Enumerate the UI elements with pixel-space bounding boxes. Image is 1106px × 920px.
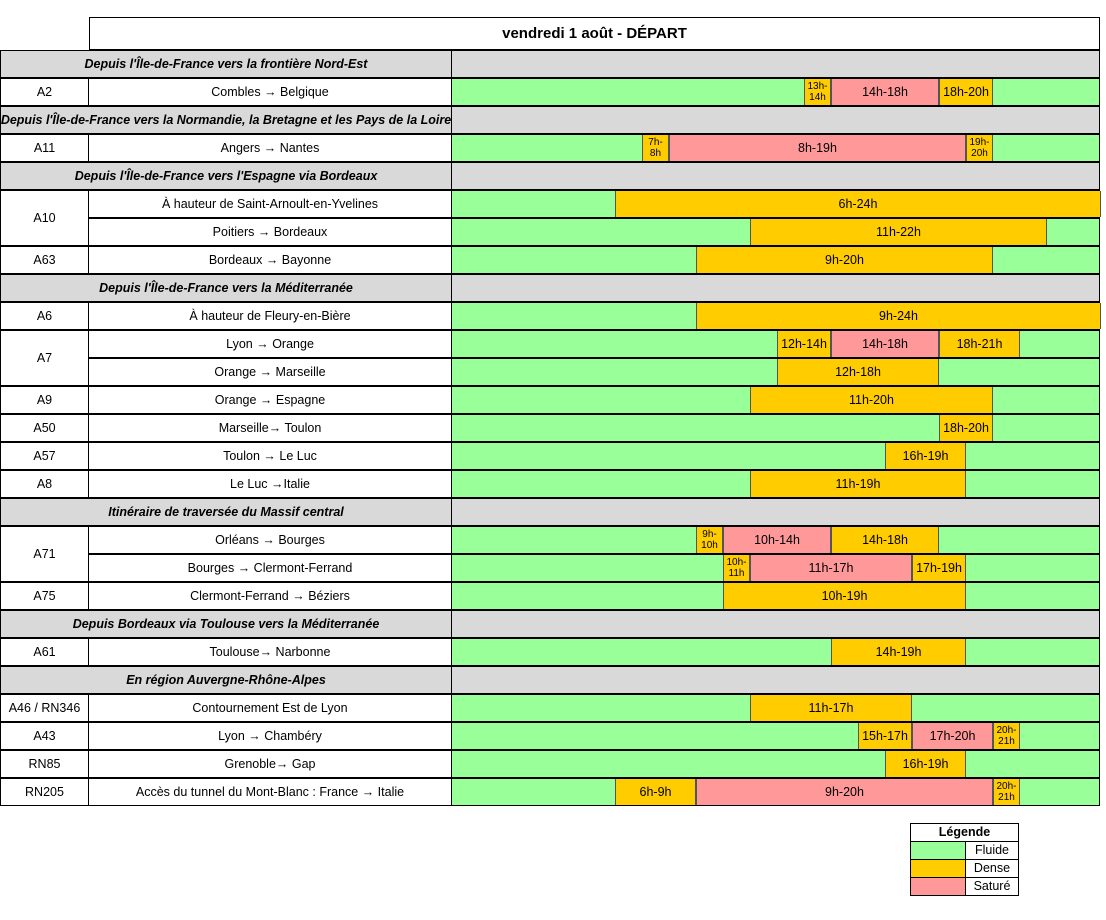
timeline-bar <box>452 554 1100 582</box>
traffic-block-dense <box>993 779 1020 805</box>
timeline-bar <box>452 414 1100 442</box>
segment-label: Toulouse→ Narbonne <box>89 638 452 666</box>
table-row <box>0 302 1100 330</box>
timeline-bar <box>452 134 1100 162</box>
timeline-bar <box>452 582 1100 610</box>
traffic-block-dense: 12h-18h <box>777 359 939 385</box>
table-row <box>0 134 1100 162</box>
traffic-block-sature: 9h-20h <box>696 779 993 805</box>
traffic-block-label: 7h- 8h <box>648 137 663 159</box>
section-row <box>0 106 1100 134</box>
traffic-block-dense <box>723 555 750 581</box>
table-row <box>0 218 1100 246</box>
segment-label: Accès du tunnel du Mont-Blanc : France → Italie <box>89 778 452 806</box>
section-title: Depuis l'Île-de-France vers la Méditerranée <box>0 274 452 302</box>
timeline-bar <box>452 722 1100 750</box>
traffic-block-sature: 14h-18h <box>831 331 939 357</box>
legend-label-fluide: Fluide <box>974 843 1010 857</box>
section-fill <box>452 274 1100 302</box>
section-title: En région Auvergne-Rhône-Alpes <box>0 666 452 694</box>
section-title: Depuis l'Île-de-France vers la frontière Nord-Est <box>0 50 452 78</box>
timeline-bar <box>452 442 1100 470</box>
traffic-block-dense: 18h-20h <box>939 79 993 105</box>
legend-label-dense: Dense <box>973 861 1011 875</box>
traffic-block-dense: 17h-19h <box>912 555 966 581</box>
section-title: Depuis l'Île-de-France vers la Normandie, la Bretagne et les Pays de la Loire <box>0 106 452 134</box>
table-row <box>0 414 1100 442</box>
traffic-block-dense: 12h-14h <box>777 331 831 357</box>
segment-label: Bourges → Clermont-Ferrand <box>89 554 452 582</box>
section-fill <box>452 610 1100 638</box>
section-fill <box>452 106 1100 134</box>
section-title: Depuis Bordeaux via Toulouse vers la Méditerranée <box>0 610 452 638</box>
road-label: RN85 <box>0 750 89 778</box>
traffic-block-dense: 11h-19h <box>750 471 966 497</box>
segment-label: Orléans → Bourges <box>89 526 452 554</box>
timeline-bar <box>452 190 1100 218</box>
section-fill <box>452 50 1100 78</box>
segment-label: Angers → Nantes <box>89 134 452 162</box>
table-row <box>0 246 1100 274</box>
section-row <box>0 162 1100 190</box>
segment-label: Contournement Est de Lyon <box>89 694 452 722</box>
timeline-bar <box>452 302 1100 330</box>
timeline-bar <box>452 330 1100 358</box>
table-row <box>0 330 1100 358</box>
timeline-bar <box>452 694 1100 722</box>
traffic-block-dense: 11h-22h <box>750 219 1047 245</box>
legend-swatch-dense <box>911 860 966 877</box>
table-row <box>0 582 1100 610</box>
timeline-bar <box>452 246 1100 274</box>
road-label: A43 <box>0 722 89 750</box>
traffic-block-dense: 14h-18h <box>831 527 939 553</box>
table-row <box>0 778 1100 806</box>
table-row <box>0 358 1100 386</box>
table-row <box>0 638 1100 666</box>
road-label: A71 <box>0 526 89 582</box>
section-row <box>0 610 1100 638</box>
traffic-block-dense: 11h-20h <box>750 387 993 413</box>
timeline-bar <box>452 526 1100 554</box>
table-row <box>0 442 1100 470</box>
road-label: A63 <box>0 246 89 274</box>
section-row <box>0 498 1100 526</box>
segment-label: Clermont-Ferrand → Béziers <box>89 582 452 610</box>
legend-label-sature: Saturé <box>973 879 1011 893</box>
road-label: A46 / RN346 <box>0 694 89 722</box>
traffic-block-dense: 9h-20h <box>696 247 993 273</box>
legend-title: Légende <box>911 824 1018 842</box>
segment-label: Combles → Belgique <box>89 78 452 106</box>
traffic-block-sature: 14h-18h <box>831 79 939 105</box>
road-label: RN205 <box>0 778 89 806</box>
road-label: A61 <box>0 638 89 666</box>
timeline-bar <box>452 470 1100 498</box>
section-title: Depuis l'Île-de-France vers l'Espagne via Bordeaux <box>0 162 452 190</box>
traffic-block-dense: 16h-19h <box>885 443 966 469</box>
traffic-block-dense: 10h-19h <box>723 583 966 609</box>
legend-swatch-fluide <box>911 842 966 859</box>
road-label: A9 <box>0 386 89 414</box>
segment-label: Poitiers → Bordeaux <box>89 218 452 246</box>
traffic-block-label: 10h- 11h <box>726 557 747 579</box>
traffic-block-dense: 9h-24h <box>696 303 1101 329</box>
traffic-block-dense <box>696 527 723 553</box>
timeline-bar <box>452 358 1100 386</box>
road-label: A75 <box>0 582 89 610</box>
segment-label: Marseille→ Toulon <box>89 414 452 442</box>
traffic-block-sature: 17h-20h <box>912 723 993 749</box>
table-row <box>0 190 1100 218</box>
table-row <box>0 386 1100 414</box>
road-label: A7 <box>0 330 89 386</box>
segment-label: Lyon → Chambéry <box>89 722 452 750</box>
section-title: Itinéraire de traversée du Massif central <box>0 498 452 526</box>
traffic-block-sature: 8h-19h <box>669 135 966 161</box>
section-fill <box>452 666 1100 694</box>
segment-label: Le Luc →Italie <box>89 470 452 498</box>
section-row <box>0 274 1100 302</box>
traffic-block-dense: 16h-19h <box>885 751 966 777</box>
traffic-block-dense <box>642 135 669 161</box>
traffic-block-dense: 18h-20h <box>939 415 993 441</box>
table-row <box>0 750 1100 778</box>
page-title: vendredi 1 août - DÉPART <box>89 17 1100 50</box>
timeline-bar <box>452 750 1100 778</box>
table-row <box>0 694 1100 722</box>
traffic-block-dense <box>966 135 993 161</box>
traffic-block-label: 20h- 21h <box>996 725 1017 747</box>
table-row <box>0 722 1100 750</box>
section-fill <box>452 162 1100 190</box>
timeline-bar <box>452 218 1100 246</box>
road-label: A57 <box>0 442 89 470</box>
segment-label: Toulon → Le Luc <box>89 442 452 470</box>
traffic-block-dense: 6h-24h <box>615 191 1101 217</box>
section-row <box>0 666 1100 694</box>
section-row <box>0 50 1100 78</box>
traffic-block-dense: 6h-9h <box>615 779 696 805</box>
table-row <box>0 470 1100 498</box>
table-row <box>0 78 1100 106</box>
section-fill <box>452 498 1100 526</box>
traffic-block-dense <box>804 79 831 105</box>
legend <box>910 823 1019 896</box>
timeline-bar <box>452 638 1100 666</box>
traffic-block-label: 13h- 14h <box>807 81 828 103</box>
road-label: A10 <box>0 190 89 246</box>
legend-item-sature <box>911 878 1018 895</box>
table-row <box>0 526 1100 554</box>
traffic-block-dense: 14h-19h <box>831 639 966 665</box>
traffic-block-label: 19h- 20h <box>969 137 990 159</box>
segment-label: Lyon → Orange <box>89 330 452 358</box>
traffic-block-dense: 15h-17h <box>858 723 912 749</box>
traffic-block-label: 9h- 10h <box>701 529 718 551</box>
legend-swatch-sature <box>911 878 966 895</box>
traffic-block-sature: 11h-17h <box>750 555 912 581</box>
segment-label: Grenoble→ Gap <box>89 750 452 778</box>
segment-label: À hauteur de Fleury-en-Bière <box>89 302 452 330</box>
traffic-block-dense: 11h-17h <box>750 695 912 721</box>
road-label: A11 <box>0 134 89 162</box>
segment-label: À hauteur de Saint-Arnoult-en-Yvelines <box>89 190 452 218</box>
segment-label: Orange → Espagne <box>89 386 452 414</box>
road-label: A6 <box>0 302 89 330</box>
segment-label: Bordeaux → Bayonne <box>89 246 452 274</box>
road-label: A2 <box>0 78 89 106</box>
traffic-block-dense <box>993 723 1020 749</box>
legend-item-dense <box>911 860 1018 878</box>
legend-item-fluide <box>911 842 1018 860</box>
road-label: A8 <box>0 470 89 498</box>
table-row <box>0 554 1100 582</box>
segment-label: Orange → Marseille <box>89 358 452 386</box>
timeline-bar <box>452 778 1100 806</box>
timeline-bar <box>452 78 1100 106</box>
traffic-block-sature: 10h-14h <box>723 527 831 553</box>
traffic-block-label: 20h- 21h <box>996 781 1017 803</box>
traffic-block-dense: 18h-21h <box>939 331 1020 357</box>
road-label: A50 <box>0 414 89 442</box>
timeline-bar <box>452 386 1100 414</box>
